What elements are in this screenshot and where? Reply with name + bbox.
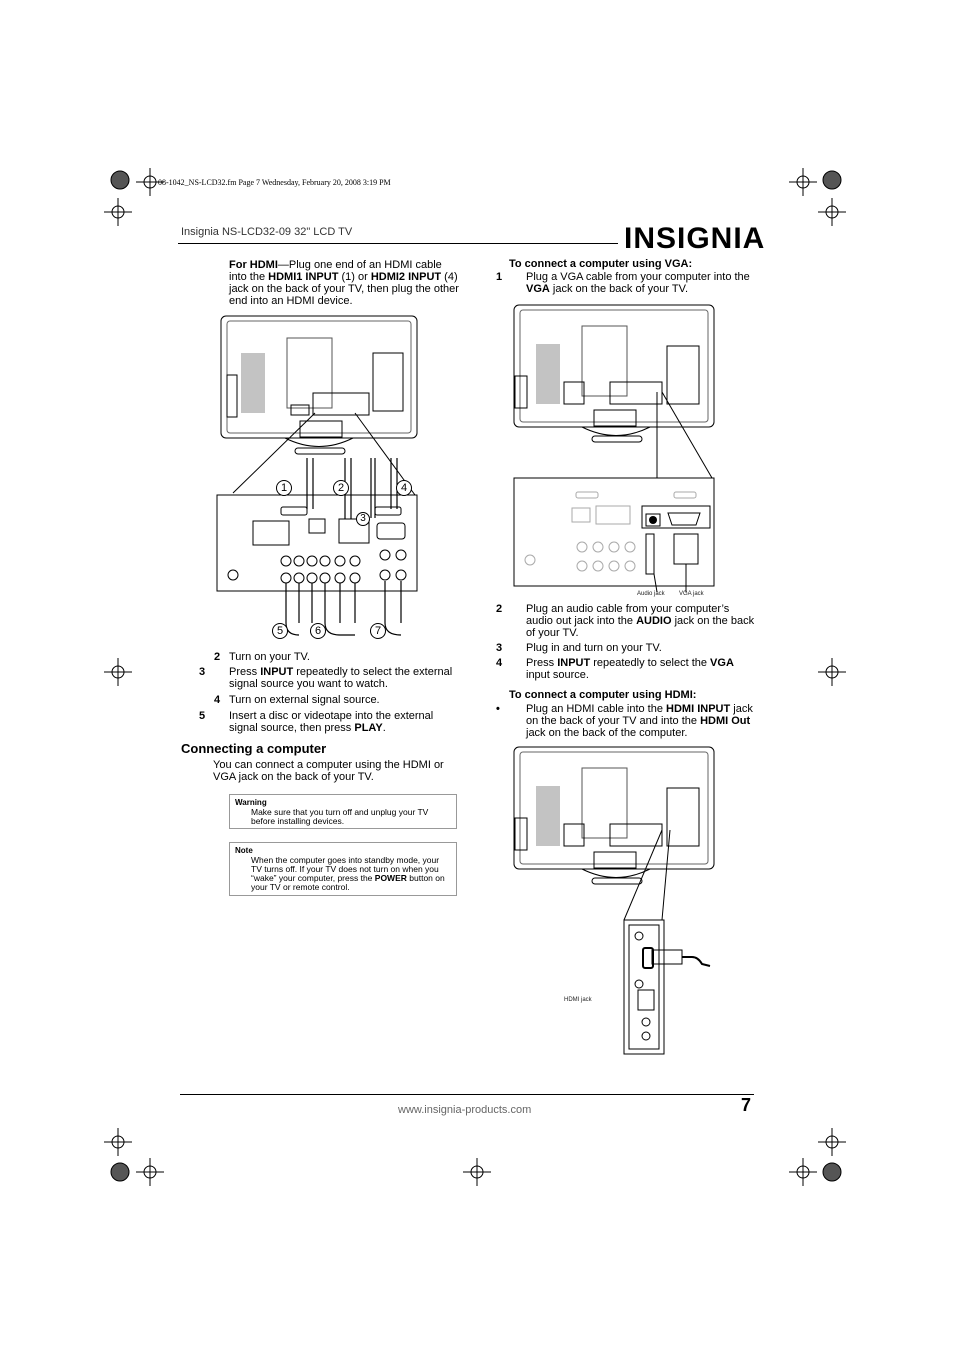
vga-step-1: 1 Plug a VGA cable from your computer into the VGA jack on the back of your TV. (496, 271, 750, 295)
warning-label: Warning (235, 798, 267, 807)
file-slug: 08-1042_NS-LCD32.fm Page 7 Wednesday, February 20, 2008 3:19 PM (158, 178, 391, 187)
step-5: 5 Insert a disc or videotape into the external signal source, then press PLAY. (199, 710, 434, 734)
section-title: Connecting a computer (181, 741, 327, 756)
audio-jack-caption: Audio jack (637, 591, 665, 597)
hdmi-bullet: • Plug an HDMI cable into the HDMI INPUT jack on the back of your TV and into the HDMI Out jack on the back of the computer. (496, 703, 753, 739)
callout-4: 4 (396, 480, 412, 496)
footer-url[interactable]: www.insignia-products.com (398, 1104, 532, 1116)
warning-box (229, 794, 457, 829)
callout-5: 5 (272, 623, 288, 639)
note-text: When the computer goes into standby mode, your TV turns off. If your TV does not turn on when you “wake” your computer, press the POWER button on your TV or remote control. (251, 855, 445, 892)
callout-2: 2 (333, 480, 349, 496)
hdmi-paragraph: For HDMI—Plug one end of an HDMI cable into the HDMI1 INPUT (1) or HDMI2 INPUT (4) jack on the back of your TV, then plug the other end into an HDMI device. (229, 259, 459, 307)
vga-jack-caption: VGA jack (679, 591, 704, 597)
logo-text: INSIGNIA (624, 222, 766, 254)
callout-3: 3 (356, 512, 370, 526)
callout-1: 1 (276, 480, 292, 496)
step-3: 3 Press INPUT repeatedly to select the external signal source you want to watch. (199, 666, 453, 690)
footer-rule (180, 1094, 754, 1095)
hdmi-jack-caption: HDMI jack (564, 997, 592, 1003)
step-4: 4 Turn on external signal source. (214, 694, 380, 706)
warning-text: Make sure that you turn off and unplug your TV before installing devices. (251, 807, 429, 826)
step-2: 2 Turn on your TV. (214, 651, 310, 663)
note-box (229, 842, 457, 896)
hdmi-computer-diagram (512, 744, 718, 1056)
vga-connection-diagram (512, 302, 718, 600)
intro-paragraph: You can connect a computer using the HDMI or VGA jack on the back of your TV. (213, 759, 444, 783)
vga-heading: To connect a computer using VGA: (509, 258, 693, 270)
hdmi-heading: To connect a computer using HDMI: (509, 689, 697, 701)
callout-6: 6 (310, 623, 326, 639)
vga-step-2: 2 Plug an audio cable from your computer’s audio out jack into the AUDIO jack on the back of your TV. (496, 603, 755, 639)
header-rule (178, 243, 618, 244)
running-head: Insignia NS-LCD32-09 32" LCD TV (181, 226, 353, 238)
vga-step-4: 4 Press INPUT repeatedly to select the VGA input source. (496, 657, 734, 681)
callout-7: 7 (370, 623, 386, 639)
page-number: 7 (741, 1095, 752, 1115)
insignia-logo (622, 218, 782, 254)
hdmi-connection-diagram (215, 313, 420, 648)
vga-step-3: 3 Plug in and turn on your TV. (496, 642, 662, 654)
note-label: Note (235, 846, 253, 855)
